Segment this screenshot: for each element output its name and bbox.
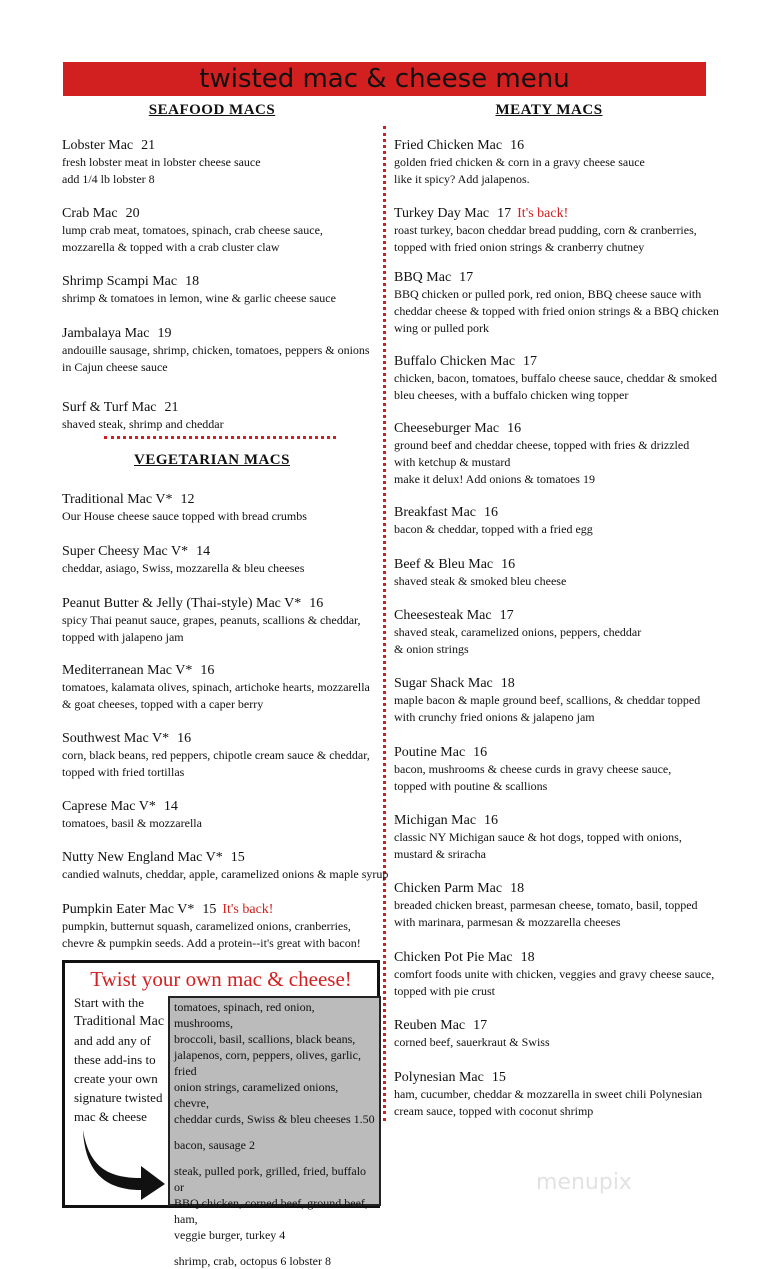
menu-item-description: Our House cheese sauce topped with bread crumbs	[62, 509, 307, 523]
left-column	[62, 100, 389, 960]
menu-item-name: Caprese Mac V*	[62, 799, 156, 814]
menu-item-description: topped with poutine & scallions	[394, 779, 548, 793]
menu-item-header	[394, 950, 714, 966]
menu-item-header	[62, 492, 362, 508]
menu-item-header	[394, 557, 714, 573]
meaty-heading: MEATY MACS	[495, 102, 603, 118]
twist-intro-line: these add-ins to	[74, 1052, 156, 1067]
menu-item-name: Nutty New England Mac V*	[62, 850, 223, 865]
menu-item-header	[394, 270, 714, 286]
menu-item-header	[62, 596, 362, 612]
menu-item	[62, 544, 362, 577]
menu-item-name: Sugar Shack Mac	[394, 676, 493, 691]
menu-item-name: Peanut Butter & Jelly (Thai-style) Mac V*	[62, 596, 302, 611]
menu-item-price: 14	[196, 544, 211, 559]
menu-item-description: in Cajun cheese sauce	[62, 360, 168, 374]
menu-item-description: cream sauce, topped with coconut shrimp	[394, 1104, 594, 1118]
menu-item	[394, 1070, 714, 1120]
add-in-group	[174, 1137, 375, 1153]
menu-item-price: 16	[200, 663, 215, 678]
menu-item-description: with marinara, parmesan & mozzarella cheeses	[394, 915, 621, 929]
menu-item-price: 21	[141, 138, 156, 153]
menu-item-price: 18	[520, 950, 535, 965]
menu-item	[62, 596, 362, 646]
menu-item-name: Cheesesteak Mac	[394, 608, 492, 623]
menu-item-description: topped with fried onion strings & cranberry chutney	[394, 240, 645, 254]
menu-item-description: tomatoes, basil & mozzarella	[62, 816, 202, 830]
menu-item-name: Shrimp Scampi Mac	[62, 274, 178, 289]
twist-intro	[74, 993, 166, 1126]
menu-item	[394, 676, 714, 726]
menu-item-description: bacon, mushrooms & cheese curds in gravy cheese sauce,	[394, 762, 672, 776]
menu-item-header	[62, 850, 362, 866]
twist-intro-line: create your own	[74, 1071, 158, 1086]
menu-item-description: topped with fried tortillas	[62, 765, 185, 779]
menu-item-name: Mediterranean Mac V*	[62, 663, 193, 678]
menu-item	[394, 1018, 714, 1051]
menu-item-description: with ketchup & mustard	[394, 455, 511, 469]
menu-item	[62, 274, 362, 307]
menu-item-price: 21	[164, 400, 179, 415]
menu-item-header	[394, 745, 714, 761]
twist-intro-line: Traditional Mac	[74, 1014, 165, 1029]
add-in-group	[174, 1163, 375, 1243]
menu-item-name: Lobster Mac	[62, 138, 134, 153]
menu-item	[394, 421, 714, 488]
menu-item-description: andouille sausage, shrimp, chicken, tomatoes, peppers & onions	[62, 343, 370, 357]
menu-item-description: shaved steak, caramelized onions, peppers, cheddar	[394, 625, 642, 639]
menu-item-description: like it spicy? Add jalapenos.	[394, 172, 530, 186]
menu-item-description: cheddar cheese & topped with fried onion strings & a BBQ chicken	[394, 304, 719, 318]
menu-item-description: candied walnuts, cheddar, apple, caramelized onions & maple syrup	[62, 867, 389, 881]
menu-item-price: 18	[500, 676, 515, 691]
menu-item-description: wing or pulled pork	[394, 321, 489, 335]
its-back-badge: It's back!	[517, 206, 569, 221]
menu-item-description: add 1/4 lb lobster 8	[62, 172, 155, 186]
menu-item-description: chicken, bacon, tomatoes, buffalo cheese sauce, cheddar & smoked	[394, 371, 717, 385]
menu-item-name: Turkey Day Mac	[394, 206, 490, 221]
menu-item-name: Beef & Bleu Mac	[394, 557, 494, 572]
menu-item-name: Chicken Pot Pie Mac	[394, 950, 513, 965]
menu-item-price: 15	[491, 1070, 506, 1085]
menu-item-name: Breakfast Mac	[394, 505, 477, 520]
menu-item-header	[394, 505, 714, 521]
add-in-line: onion strings, caramelized onions, chevre,	[174, 1080, 339, 1110]
twist-intro-line: mac & cheese	[74, 1109, 147, 1124]
menu-item-price: 16	[510, 138, 525, 153]
menu-item-description: topped with jalapeno jam	[62, 630, 184, 644]
menu-item-description: shrimp & tomatoes in lemon, wine & garlic cheese sauce	[62, 291, 336, 305]
menu-item-header	[62, 544, 362, 560]
menu-item	[394, 745, 714, 795]
menu-item-name: BBQ Mac	[394, 270, 452, 285]
menu-item-name: Southwest Mac V*	[62, 731, 170, 746]
menu-item-name: Traditional Mac V*	[62, 492, 173, 507]
menu-item-price: 12	[180, 492, 195, 507]
menu-item-name: Fried Chicken Mac	[394, 138, 503, 153]
menu-item-name: Poutine Mac	[394, 745, 466, 760]
menu-item-header	[62, 274, 362, 290]
menu-item-price: 19	[157, 326, 172, 341]
menu-item	[394, 813, 714, 863]
menu-item-description: fresh lobster meat in lobster cheese sauce	[62, 155, 261, 169]
menu-item-description: ground beef and cheddar cheese, topped with fries & drizzled	[394, 438, 690, 452]
menu-item-description: spicy Thai peanut sauce, grapes, peanuts, scallions & cheddar,	[62, 613, 361, 627]
menu-item-price: 16	[309, 596, 324, 611]
menu-item-description: shaved steak, shrimp and cheddar	[62, 417, 224, 431]
menu-item-header	[394, 813, 714, 829]
menu-item-description: shaved steak & smoked bleu cheese	[394, 574, 567, 588]
menu-item-description: topped with pie crust	[394, 984, 495, 998]
add-in-line: tomatoes, spinach, red onion, mushrooms,	[174, 1000, 315, 1030]
menu-item-description: tomatoes, kalamata olives, spinach, artichoke hearts, mozzarella	[62, 680, 370, 694]
menu-item	[394, 354, 717, 404]
menu-item-description: corn, black beans, red peppers, chipotle cream sauce & cheddar,	[62, 748, 370, 762]
vertical-dotted-divider	[383, 126, 386, 1121]
menu-item	[394, 270, 719, 337]
menu-item	[62, 902, 362, 952]
menu-item-description: classic NY Michigan sauce & hot dogs, topped with onions,	[394, 830, 682, 844]
twist-your-own-box	[62, 960, 380, 1268]
seafood-heading: SEAFOOD MACS	[148, 102, 276, 118]
menu-item	[62, 326, 370, 376]
menu-item-price: 16	[177, 731, 192, 746]
menu-item-name: Michigan Mac	[394, 813, 477, 828]
menu-item-price: 15	[202, 902, 217, 917]
menu-item	[62, 138, 362, 188]
menu-item-description: bleu cheeses, with a buffalo chicken wing topper	[394, 388, 629, 402]
menu-item-name: Reuben Mac	[394, 1018, 466, 1033]
menu-item-name: Polynesian Mac	[394, 1070, 484, 1085]
menu-item-price: 15	[230, 850, 245, 865]
menu-item-name: Cheeseburger Mac	[394, 421, 500, 436]
menu-item	[394, 505, 714, 538]
menu-item-description: roast turkey, bacon cheddar bread pudding, corn & cranberries,	[394, 223, 697, 237]
menu-item-name: Pumpkin Eater Mac V*	[62, 902, 195, 917]
menu-item-header	[394, 608, 714, 624]
menu-item-header	[394, 354, 714, 370]
menu-item-header	[62, 326, 362, 342]
menu-item	[62, 492, 362, 525]
menu-item-description: breaded chicken breast, parmesan cheese, tomato, basil, topped	[394, 898, 698, 912]
menu-item-header	[394, 421, 714, 437]
menu-item-price: 14	[163, 799, 178, 814]
menu-item-price: 17	[497, 206, 512, 221]
menu-item-description: maple bacon & maple ground beef, scallions, & cheddar topped	[394, 693, 701, 707]
curved-arrow-icon	[79, 1128, 167, 1200]
menu-item-name: Crab Mac	[62, 206, 118, 221]
add-in-line: veggie burger, turkey 4	[174, 1228, 286, 1242]
add-in-line: shrimp, crab, octopus 6 lobster 8	[174, 1254, 331, 1268]
menu-item	[394, 608, 714, 658]
menu-item-description: with crunchy fried onions & jalapeno jam	[394, 710, 595, 724]
add-in-line: jalapenos, corn, peppers, olives, garlic, fried	[174, 1048, 361, 1078]
menu-item-description: pumpkin, butternut squash, caramelized onions, cranberries,	[62, 919, 351, 933]
add-ins-panel	[168, 996, 381, 1268]
menu-item-header	[394, 206, 714, 222]
menu-item	[62, 799, 362, 832]
menu-item-header	[394, 1018, 714, 1034]
menu-item-price: 16	[484, 505, 499, 520]
menu-item-description: cheddar, asiago, Swiss, mozzarella & bleu cheeses	[62, 561, 305, 575]
menu-item	[394, 206, 714, 256]
its-back-badge: It's back!	[222, 902, 274, 917]
vegetarian-heading: VEGETARIAN MACS	[134, 452, 290, 468]
menu-title: twisted mac & cheese menu	[63, 62, 706, 96]
add-in-line: BBQ chicken, corned beef, ground beef, ham,	[174, 1196, 368, 1226]
menu-item-name: Buffalo Chicken Mac	[394, 354, 516, 369]
menu-item	[394, 881, 714, 931]
menu-item-price: 17	[523, 354, 538, 369]
add-in-group	[174, 999, 375, 1127]
twist-intro-line: signature twisted	[74, 1090, 163, 1105]
menu-item-description: chevre & pumpkin seeds. Add a protein--it's great with bacon!	[62, 936, 361, 950]
menu-item-name: Surf & Turf Mac	[62, 400, 157, 415]
menu-item-description: ham, cucumber, cheddar & mozzarella in sweet chili Polynesian	[394, 1087, 703, 1101]
right-column	[394, 100, 719, 1140]
twist-title: Twist your own mac & cheese!	[90, 967, 352, 991]
menu-item-price: 17	[473, 1018, 488, 1033]
menu-item-name: Chicken Parm Mac	[394, 881, 503, 896]
menu-item	[62, 206, 362, 256]
menu-item-price: 18	[510, 881, 525, 896]
twist-intro-line: and add any of	[74, 1033, 151, 1048]
add-in-line: steak, pulled pork, grilled, fried, buffalo or	[174, 1164, 367, 1194]
menu-item-price: 17	[459, 270, 474, 285]
add-in-line: broccoli, basil, scallions, black beans,	[174, 1032, 356, 1046]
menu-item	[62, 663, 370, 713]
menu-item-header	[62, 902, 362, 918]
menu-item	[394, 950, 714, 1000]
menu-item-description: mustard & sriracha	[394, 847, 486, 861]
menu-item-header	[62, 663, 362, 679]
menu-item-price: 17	[499, 608, 514, 623]
menu-item-price: 20	[125, 206, 140, 221]
watermark: menupix	[536, 1170, 632, 1195]
menu-item-header	[394, 1070, 714, 1086]
menu-item-header	[62, 206, 362, 222]
menu-item-header	[62, 731, 362, 747]
menu-item-price: 18	[185, 274, 200, 289]
menu-item-price: 16	[484, 813, 499, 828]
menu-item	[62, 850, 389, 883]
menu-item-header	[62, 400, 362, 416]
menu-item-description: & onion strings	[394, 642, 469, 656]
menu-item-header	[394, 881, 714, 897]
menu-item-header	[394, 138, 714, 154]
menu-item-description: corned beef, sauerkraut & Swiss	[394, 1035, 550, 1049]
menu-item	[62, 400, 362, 433]
menu-item-price: 16	[507, 421, 522, 436]
twist-intro-line: Start with the	[74, 995, 145, 1010]
menu-item-name: Super Cheesy Mac V*	[62, 544, 189, 559]
menu-item-description: mozzarella & topped with a crab cluster claw	[62, 240, 280, 254]
add-in-line: bacon, sausage 2	[174, 1138, 255, 1152]
menu-item-price: 16	[501, 557, 516, 572]
menu-item-name: Jambalaya Mac	[62, 326, 150, 341]
menu-item-header	[62, 138, 362, 154]
menu-item-header	[62, 799, 362, 815]
menu-item-header	[394, 676, 714, 692]
menu-item	[394, 138, 714, 188]
menu-item-price: 16	[473, 745, 488, 760]
menu-item	[62, 731, 370, 781]
menu-item	[394, 557, 714, 590]
add-in-line: cheddar curds, Swiss & bleu cheeses 1.50	[174, 1112, 375, 1126]
menu-item-description: comfort foods unite with chicken, veggies and gravy cheese sauce,	[394, 967, 715, 981]
menu-item-description: BBQ chicken or pulled pork, red onion, BBQ cheese sauce with	[394, 287, 702, 301]
menu-item-description: & goat cheeses, topped with a caper berry	[62, 697, 264, 711]
menu-item-description: make it delux! Add onions & tomatoes 19	[394, 472, 595, 486]
menu-item-description: bacon & cheddar, topped with a fried egg	[394, 522, 593, 536]
menu-item-description: golden fried chicken & corn in a gravy cheese sauce	[394, 155, 645, 169]
add-in-group	[174, 1253, 375, 1269]
menu-item-description: lump crab meat, tomatoes, spinach, crab cheese sauce,	[62, 223, 323, 237]
